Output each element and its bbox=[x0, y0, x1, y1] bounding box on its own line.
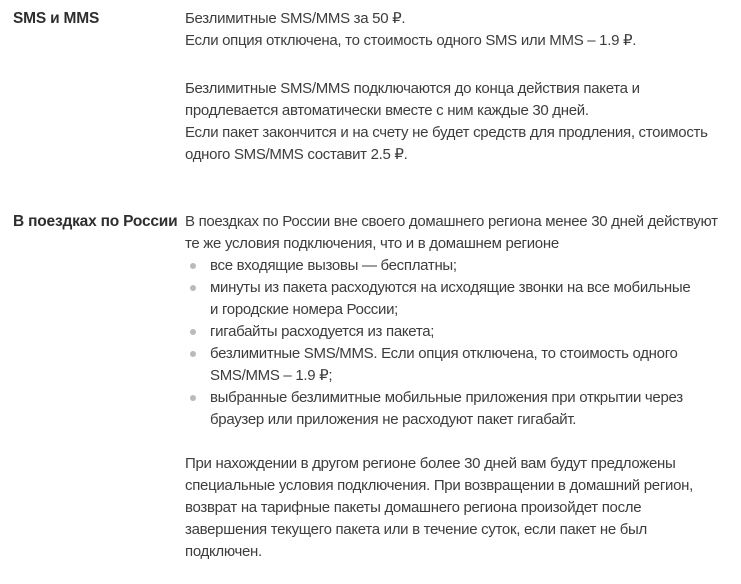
list-item-mobile-apps bbox=[185, 387, 731, 431]
bullet-icon bbox=[190, 351, 196, 357]
list-item-gigabytes bbox=[185, 321, 731, 343]
section-travel-russia bbox=[13, 211, 731, 563]
text-line: все входящие вызовы — бесплатны; bbox=[210, 257, 457, 274]
list-item-text bbox=[210, 255, 457, 277]
text-line: При нахождении в другом регионе более 30 дней вам будут предложены bbox=[185, 455, 676, 472]
text-line: SMS/MMS – 1.9 ₽; bbox=[210, 367, 333, 384]
text-line: те же условия подключения, что и в домашнем регионе bbox=[185, 235, 559, 252]
bullet-icon bbox=[190, 285, 196, 291]
text-line: возврат на тарифные пакеты домашнего региона произойдет после bbox=[185, 499, 642, 516]
text-line: безлимитные SMS/MMS. Если опция отключена, то стоимость одного bbox=[210, 345, 678, 362]
text-line: Безлимитные SMS/MMS за 50 ₽. bbox=[185, 10, 406, 27]
paragraph-travel-intro bbox=[185, 211, 731, 255]
text-line: специальные условия подключения. При возвращении в домашний регион, bbox=[185, 477, 693, 494]
list-item-text bbox=[210, 321, 434, 343]
paragraph-travel-outro bbox=[185, 453, 731, 563]
section-label-travel-russia: В поездках по России bbox=[13, 213, 178, 230]
text-line: выбранные безлимитные мобильные приложения при открытии через bbox=[210, 389, 683, 406]
list-item-text bbox=[210, 387, 683, 431]
list-item-incoming-calls bbox=[185, 255, 731, 277]
text-line: Безлимитные SMS/MMS подключаются до конца действия пакета и bbox=[185, 80, 640, 97]
text-line: браузер или приложения не расходуют пакет гигабайт. bbox=[210, 411, 577, 428]
text-line: гигабайты расходуется из пакета; bbox=[210, 323, 435, 340]
paragraph-sms-renewal bbox=[185, 78, 731, 166]
bullet-icon bbox=[190, 263, 196, 269]
travel-conditions-list bbox=[185, 255, 731, 431]
text-line: подключен. bbox=[185, 543, 262, 560]
text-line: Если опция отключена, то стоимость одного SMS или MMS – 1.9 ₽. bbox=[185, 32, 637, 49]
paragraph-sms-price bbox=[185, 8, 731, 52]
section-label-sms-mms: SMS и MMS bbox=[13, 10, 100, 27]
list-item-text bbox=[210, 343, 678, 387]
text-line: минуты из пакета расходуются на исходящие звонки на все мобильные bbox=[210, 279, 691, 296]
text-line: продлевается автоматически вместе с ним каждые 30 дней. bbox=[185, 102, 589, 119]
bullet-icon bbox=[190, 395, 196, 401]
list-item-minutes bbox=[185, 277, 731, 321]
text-line: В поездках по России вне своего домашнего региона менее 30 дней действуют bbox=[185, 213, 718, 230]
list-item-unlimited-sms bbox=[185, 343, 731, 387]
section-sms-mms bbox=[13, 8, 731, 166]
bullet-icon bbox=[190, 329, 196, 335]
text-line: и городские номера России; bbox=[210, 301, 399, 318]
section-content-travel-russia bbox=[185, 211, 731, 563]
list-item-text bbox=[210, 277, 690, 321]
text-line: одного SMS/MMS составит 2.5 ₽. bbox=[185, 146, 408, 163]
text-line: Если пакет закончится и на счету не будет средств для продления, стоимость bbox=[185, 124, 708, 141]
section-content-sms-mms bbox=[185, 8, 731, 166]
text-line: завершения текущего пакета или в течение суток, если пакет не был bbox=[185, 521, 647, 538]
